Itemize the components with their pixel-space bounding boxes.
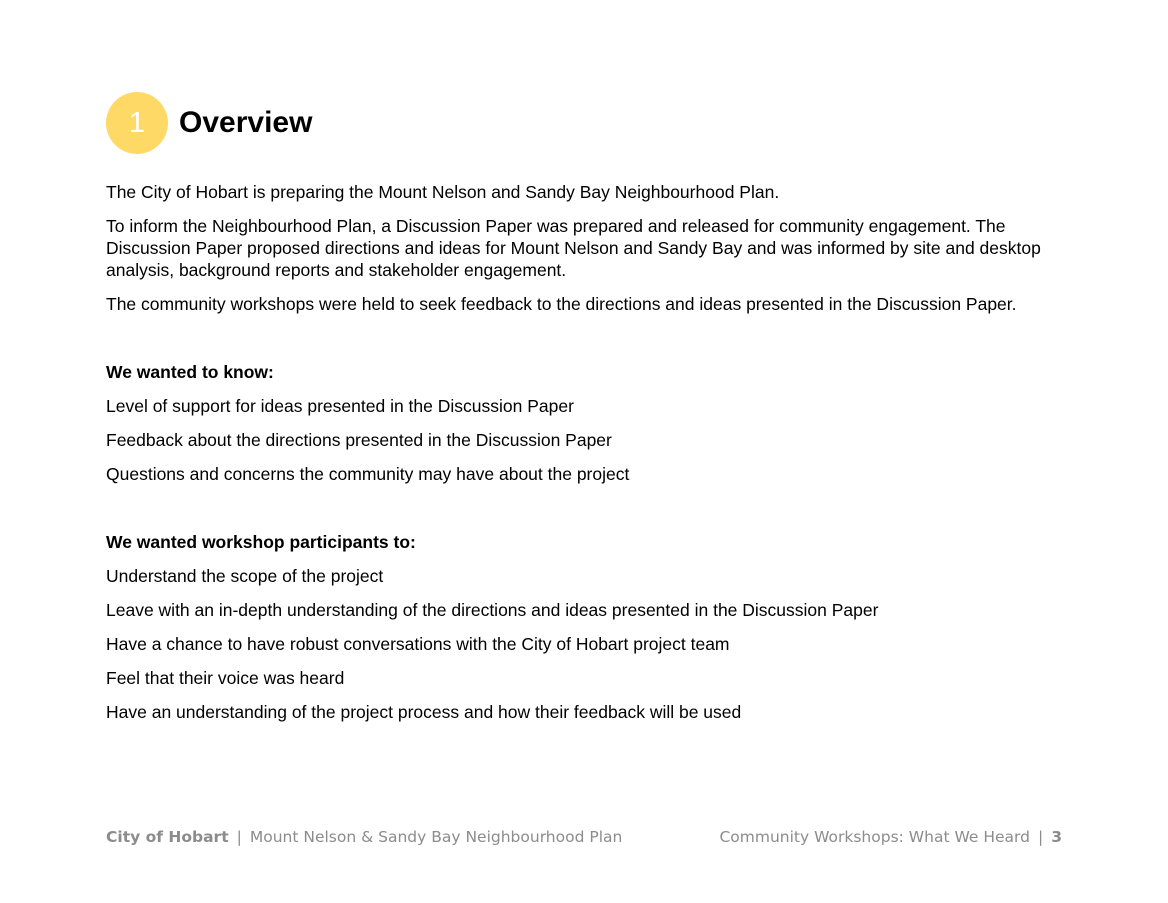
footer-separator: | — [1037, 828, 1044, 846]
spacer — [106, 327, 1066, 361]
footer-left — [106, 828, 622, 846]
footer-right — [719, 828, 1062, 846]
page-number: 3 — [1051, 828, 1062, 846]
participants-item: Have a chance to have robust conversations with the City of Hobart project team — [106, 634, 730, 654]
intro-paragraph-1: The City of Hobart is preparing the Mount Nelson and Sandy Bay Neighbourhood Plan. — [106, 182, 780, 202]
footer-org: City of Hobart — [106, 828, 229, 846]
section-number-badge: 1 — [106, 92, 168, 154]
participants-item: Leave with an in-depth understanding of the directions and ideas presented in the Discussion Paper — [106, 600, 879, 620]
footer-separator: | — [236, 828, 242, 846]
know-heading: We wanted to know: — [106, 362, 274, 382]
intro-paragraph-3: The community workshops were held to seek feedback to the directions and ideas presented in the Discussion Paper. — [106, 294, 1017, 314]
participants-heading: We wanted workshop participants to: — [106, 532, 416, 552]
participants-item: Feel that their voice was heard — [106, 668, 345, 688]
section-header — [106, 92, 312, 154]
section-title: Overview — [179, 106, 313, 139]
intro-paragraph-2: To inform the Neighbourhood Plan, a Discussion Paper was prepared and released for community engagement. The Discussion Paper proposed directions and ideas for Mount Nelson and Sandy Bay and was informed by site and desktop analysis, background reports and stakeholder engagement. — [106, 216, 1041, 280]
know-item: Level of support for ideas presented in the Discussion Paper — [106, 396, 574, 416]
know-item: Feedback about the directions presented in the Discussion Paper — [106, 430, 612, 450]
know-item: Questions and concerns the community may have about the project — [106, 464, 630, 484]
spacer — [106, 497, 1066, 531]
body-content — [106, 181, 1066, 735]
participants-item: Have an understanding of the project process and how their feedback will be used — [106, 702, 742, 722]
footer-plan: Mount Nelson & Sandy Bay Neighbourhood Plan — [249, 828, 623, 846]
footer-report: Community Workshops: What We Heard — [719, 828, 1030, 846]
participants-item: Understand the scope of the project — [106, 566, 384, 586]
